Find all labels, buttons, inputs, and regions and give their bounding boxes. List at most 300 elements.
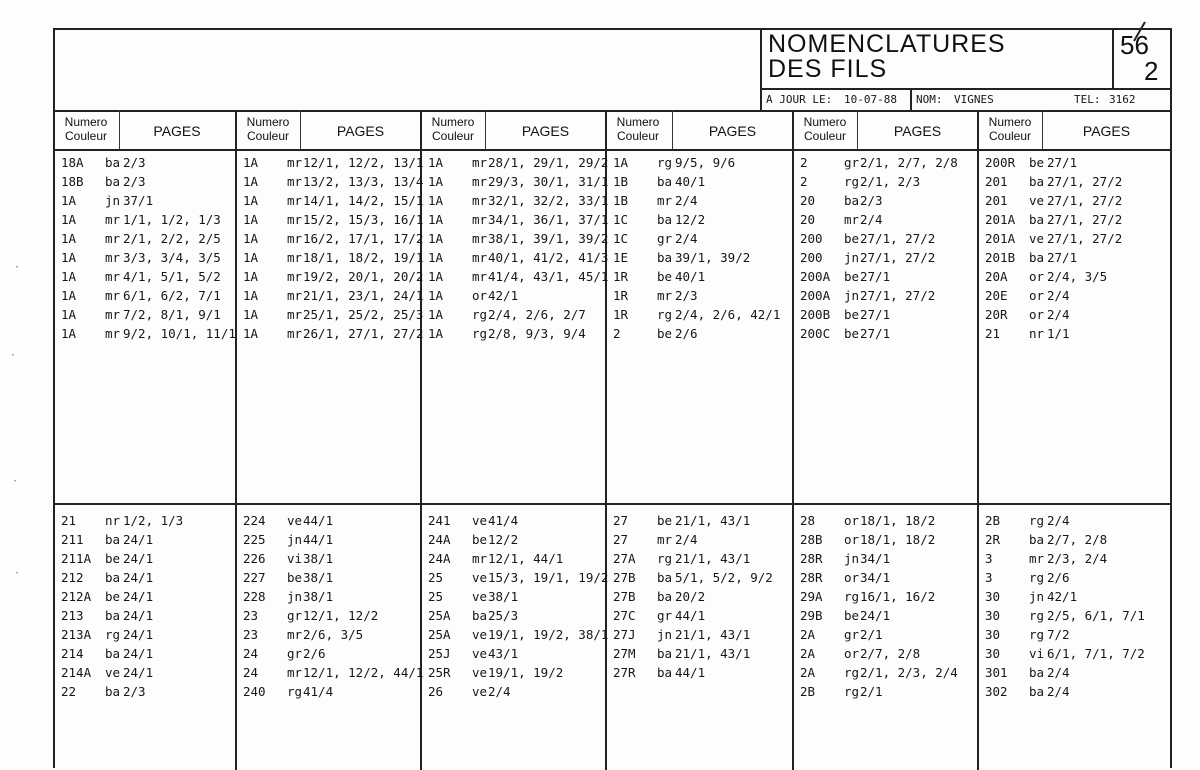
- column-header: [607, 112, 792, 150]
- wire-color: mr: [657, 288, 673, 303]
- wire-number: 30: [985, 608, 1001, 623]
- wire-number: 2B: [985, 513, 1001, 528]
- wire-number: 1A: [428, 231, 444, 246]
- wire-number: 301: [985, 665, 1008, 680]
- wire-pages: 27/1: [860, 269, 891, 284]
- header-numero-couleur: Numero Couleur: [246, 115, 290, 143]
- wire-pages: 21/1, 23/1, 24/1: [303, 288, 424, 303]
- header-numero-couleur: Numero Couleur: [64, 115, 108, 143]
- wire-number: 2A: [800, 665, 816, 680]
- wire-pages: 19/1, 19/2: [488, 665, 564, 680]
- wire-pages: 2/6: [303, 646, 326, 661]
- wire-pages: 27/1, 27/2: [1047, 212, 1123, 227]
- wire-pages: 29/3, 30/1, 31/1: [488, 174, 609, 189]
- wire-number: 27J: [613, 627, 636, 642]
- wire-color: mr: [287, 288, 303, 303]
- wire-pages: 25/1, 25/2, 25/3: [303, 307, 424, 322]
- wire-color: vi: [287, 551, 303, 566]
- wire-number: 1A: [243, 231, 259, 246]
- wire-pages: 2/1, 2/3: [860, 174, 921, 189]
- wire-number: 200B: [800, 307, 831, 322]
- wire-color: jn: [287, 589, 303, 604]
- wire-number: 28B: [800, 532, 823, 547]
- wire-color: mr: [472, 212, 488, 227]
- wire-color: ba: [105, 608, 121, 623]
- wire-color: gr: [657, 231, 673, 246]
- wire-pages: 21/1, 43/1: [675, 646, 751, 661]
- wire-color: mr: [1029, 551, 1045, 566]
- wire-color: ba: [105, 532, 121, 547]
- wire-color: rg: [844, 684, 860, 699]
- wire-pages: 27/1, 27/2: [860, 231, 936, 246]
- wire-color: rg: [472, 326, 488, 341]
- wire-pages: 16/2, 17/1, 17/2: [303, 231, 424, 246]
- wire-pages: 2/1: [860, 684, 883, 699]
- wire-pages: 12/1, 12/2: [303, 608, 379, 623]
- wire-color: ve: [287, 513, 303, 528]
- tel-value: 3162: [1109, 93, 1136, 106]
- wire-number: 23: [243, 627, 259, 642]
- wire-pages: 13/2, 13/3, 13/4: [303, 174, 424, 189]
- info-separator: [910, 90, 912, 110]
- wire-number: 22: [61, 684, 77, 699]
- wire-number: 1A: [613, 155, 629, 170]
- wire-number: 27B: [613, 570, 636, 585]
- wire-pages: 2/3: [860, 193, 883, 208]
- wire-number: 1A: [243, 212, 259, 227]
- wire-color: mr: [105, 269, 121, 284]
- column-divider: [792, 110, 794, 770]
- wire-number: 1A: [428, 288, 444, 303]
- wire-color: rg: [1029, 513, 1045, 528]
- wire-pages: 25/3: [488, 608, 519, 623]
- wire-pages: 21/1, 43/1: [675, 551, 751, 566]
- wire-color: mr: [105, 288, 121, 303]
- wire-color: be: [105, 551, 121, 566]
- wire-number: 2B: [800, 684, 816, 699]
- wire-pages: 42/1: [1047, 589, 1078, 604]
- wire-number: 18A: [61, 155, 84, 170]
- wire-color: ba: [657, 570, 673, 585]
- wire-pages: 12/2: [488, 532, 519, 547]
- wire-number: 1A: [61, 231, 77, 246]
- wire-pages: 2/4: [1047, 665, 1070, 680]
- wire-color: rg: [105, 627, 121, 642]
- wire-color: be: [472, 532, 488, 547]
- wire-pages: 27/1, 27/2: [1047, 231, 1123, 246]
- wire-number: 2: [800, 174, 808, 189]
- wire-number: 302: [985, 684, 1008, 699]
- wire-number: 24A: [428, 551, 451, 566]
- wire-pages: 2/3: [123, 174, 146, 189]
- wire-color: mr: [105, 307, 121, 322]
- column-header: [55, 112, 235, 150]
- wire-color: ba: [657, 212, 673, 227]
- wire-number: 2: [800, 155, 808, 170]
- wire-pages: 2/4, 3/5: [1047, 269, 1108, 284]
- wire-number: 211: [61, 532, 84, 547]
- wire-color: or: [844, 513, 860, 528]
- wire-pages: 44/1: [303, 513, 334, 528]
- wire-pages: 38/1: [303, 589, 334, 604]
- wire-pages: 2/4: [1047, 307, 1070, 322]
- update-date: 10-07-88: [844, 93, 897, 106]
- wire-color: gr: [657, 608, 673, 623]
- wire-pages: 24/1: [123, 665, 154, 680]
- wire-number: 1R: [613, 288, 629, 303]
- wire-number: 200: [800, 231, 823, 246]
- wire-color: rg: [472, 307, 488, 322]
- wire-color: mr: [287, 326, 303, 341]
- wire-pages: 15/3, 19/1, 19/2: [488, 570, 609, 585]
- wire-color: rg: [657, 551, 673, 566]
- wire-number: 20: [800, 193, 816, 208]
- wire-number: 25: [428, 570, 444, 585]
- wire-number: 2: [613, 326, 621, 341]
- header-pages: PAGES: [336, 123, 385, 139]
- wire-number: 1A: [428, 307, 444, 322]
- wire-number: 1A: [243, 307, 259, 322]
- wire-number: 224: [243, 513, 266, 528]
- wire-number: 29A: [800, 589, 823, 604]
- wire-color: mr: [287, 665, 303, 680]
- wire-number: 27C: [613, 608, 636, 623]
- wire-pages: 18/1, 18/2: [860, 532, 936, 547]
- wire-pages: 38/1: [303, 570, 334, 585]
- wire-pages: 6/1, 6/2, 7/1: [123, 288, 221, 303]
- wire-number: 228: [243, 589, 266, 604]
- wire-color: mr: [844, 212, 860, 227]
- wire-pages: 2/7, 2/8: [860, 646, 921, 661]
- wire-number: 18B: [61, 174, 84, 189]
- wire-color: be: [657, 326, 673, 341]
- wire-pages: 38/1, 39/1, 39/2: [488, 231, 609, 246]
- margin-mark: ·: [10, 350, 17, 361]
- wire-color: mr: [105, 326, 121, 341]
- wire-pages: 41/4: [488, 513, 519, 528]
- wire-number: 28R: [800, 570, 823, 585]
- wire-number: 30: [985, 646, 1001, 661]
- wire-pages: 2/1, 2/7, 2/8: [860, 155, 958, 170]
- wire-number: 201: [985, 174, 1008, 189]
- wire-color: mr: [287, 193, 303, 208]
- wire-color: or: [1029, 307, 1045, 322]
- header-pages: PAGES: [708, 123, 757, 139]
- wire-pages: 19/1, 19/2, 38/1: [488, 627, 609, 642]
- wire-pages: 34/1: [860, 551, 891, 566]
- header-numero-couleur: Numero Couleur: [431, 115, 475, 143]
- wire-color: mr: [287, 174, 303, 189]
- wire-pages: 2/4: [675, 231, 698, 246]
- tel-label: TEL:: [1074, 93, 1101, 106]
- wire-color: jn: [844, 288, 860, 303]
- wire-pages: 2/4, 2/6, 42/1: [675, 307, 781, 322]
- wire-pages: 12/2: [675, 212, 706, 227]
- wire-color: or: [844, 532, 860, 547]
- margin-mark: ·: [14, 568, 21, 579]
- wire-color: gr: [844, 627, 860, 642]
- wire-number: 1A: [61, 212, 77, 227]
- wire-number: 1A: [61, 193, 77, 208]
- wire-color: nr: [105, 513, 121, 528]
- wire-number: 1A: [243, 326, 259, 341]
- wire-color: rg: [1029, 627, 1045, 642]
- wire-pages: 18/1, 18/2, 19/1: [303, 250, 424, 265]
- wire-pages: 6/1, 7/1, 7/2: [1047, 646, 1145, 661]
- wire-number: 2R: [985, 532, 1001, 547]
- wire-color: ve: [472, 627, 488, 642]
- wire-number: 212: [61, 570, 84, 585]
- wire-pages: 20/2: [675, 589, 706, 604]
- header-numero-couleur: Numero Couleur: [988, 115, 1032, 143]
- wire-pages: 12/1, 12/2, 44/1: [303, 665, 424, 680]
- wire-color: be: [844, 326, 860, 341]
- wire-pages: 34/1, 36/1, 37/1: [488, 212, 609, 227]
- column-header: [422, 112, 605, 150]
- wire-pages: 9/2, 10/1, 11/1: [123, 326, 236, 341]
- wire-pages: 34/1: [860, 570, 891, 585]
- wire-pages: 38/1: [303, 551, 334, 566]
- wire-number: 25A: [428, 627, 451, 642]
- wire-color: mr: [105, 231, 121, 246]
- wire-pages: 2/8, 9/3, 9/4: [488, 326, 586, 341]
- wire-pages: 2/1, 2/3, 2/4: [860, 665, 958, 680]
- wire-pages: 18/1, 18/2: [860, 513, 936, 528]
- wire-pages: 27/1: [1047, 155, 1078, 170]
- wire-color: ba: [657, 646, 673, 661]
- wire-pages: 2/4: [1047, 513, 1070, 528]
- wire-number: 200A: [800, 269, 831, 284]
- wire-color: be: [844, 307, 860, 322]
- wire-color: nr: [1029, 326, 1045, 341]
- wire-color: mr: [472, 193, 488, 208]
- wire-number: 21: [985, 326, 1001, 341]
- header-pages: PAGES: [1082, 123, 1131, 139]
- wire-number: 1A: [61, 250, 77, 265]
- wire-color: ve: [472, 570, 488, 585]
- header-pages: PAGES: [521, 123, 570, 139]
- wire-pages: 12/1, 44/1: [488, 551, 564, 566]
- wire-pages: 28/1, 29/1, 29/2: [488, 155, 609, 170]
- wire-number: 1A: [428, 326, 444, 341]
- margin-mark: ·: [14, 262, 21, 273]
- wire-pages: 21/1, 43/1: [675, 513, 751, 528]
- wire-color: ve: [472, 665, 488, 680]
- wire-number: 201A: [985, 212, 1016, 227]
- wire-pages: 1/1: [1047, 326, 1070, 341]
- wire-pages: 2/4: [860, 212, 883, 227]
- wire-number: 30: [985, 589, 1001, 604]
- wire-number: 20R: [985, 307, 1008, 322]
- wire-color: vi: [1029, 646, 1045, 661]
- info-row: [762, 90, 1172, 110]
- wire-color: mr: [472, 250, 488, 265]
- wire-color: be: [105, 589, 121, 604]
- wire-color: or: [472, 288, 488, 303]
- wire-pages: 24/1: [123, 532, 154, 547]
- wire-color: ba: [1029, 665, 1045, 680]
- wire-number: 200C: [800, 326, 831, 341]
- wire-color: ba: [472, 608, 488, 623]
- header-numero-couleur: Numero Couleur: [616, 115, 660, 143]
- wire-number: 1E: [613, 250, 629, 265]
- wire-pages: 24/1: [860, 608, 891, 623]
- wire-number: 26: [428, 684, 444, 699]
- wire-number: 28: [800, 513, 816, 528]
- title-block: [760, 30, 1172, 110]
- wire-color: mr: [105, 212, 121, 227]
- wire-pages: 2/4: [675, 193, 698, 208]
- wire-pages: 27/1, 27/2: [1047, 193, 1123, 208]
- wire-pages: 44/1: [303, 532, 334, 547]
- wire-number: 213A: [61, 627, 92, 642]
- wire-color: or: [1029, 288, 1045, 303]
- update-label: A JOUR LE:: [766, 93, 833, 106]
- wire-pages: 2/4, 2/6, 2/7: [488, 307, 586, 322]
- wire-number: 1A: [243, 288, 259, 303]
- wire-number: 27R: [613, 665, 636, 680]
- wire-color: jn: [844, 250, 860, 265]
- wire-pages: 14/1, 14/2, 15/1: [303, 193, 424, 208]
- wire-color: jn: [844, 551, 860, 566]
- wire-pages: 2/7, 2/8: [1047, 532, 1108, 547]
- wire-number: 1A: [428, 174, 444, 189]
- wire-number: 1R: [613, 269, 629, 284]
- wire-color: rg: [844, 174, 860, 189]
- wire-pages: 37/1: [123, 193, 154, 208]
- wire-number: 25: [428, 589, 444, 604]
- wire-color: gr: [844, 155, 860, 170]
- wire-color: be: [657, 513, 673, 528]
- wire-color: ve: [472, 589, 488, 604]
- wire-pages: 41/4, 43/1, 45/1: [488, 269, 609, 284]
- wire-number: 25A: [428, 608, 451, 623]
- page-sub-number: 2: [1144, 56, 1159, 86]
- column-header: [979, 112, 1170, 150]
- wire-color: or: [1029, 269, 1045, 284]
- wire-color: rg: [657, 155, 673, 170]
- wire-color: be: [657, 269, 673, 284]
- wire-number: 1B: [613, 174, 629, 189]
- wire-pages: 4/1, 5/1, 5/2: [123, 269, 221, 284]
- wire-color: jn: [287, 532, 303, 547]
- wire-color: mr: [287, 307, 303, 322]
- wire-color: gr: [287, 646, 303, 661]
- wire-number: 3: [985, 551, 993, 566]
- wire-color: rg: [1029, 608, 1045, 623]
- wire-color: ve: [472, 646, 488, 661]
- wire-color: mr: [287, 155, 303, 170]
- wire-pages: 24/1: [123, 646, 154, 661]
- wire-pages: 24/1: [123, 551, 154, 566]
- wire-pages: 21/1, 43/1: [675, 627, 751, 642]
- wire-pages: 24/1: [123, 608, 154, 623]
- wire-pages: 9/5, 9/6: [675, 155, 736, 170]
- wire-pages: 40/1, 41/2, 41/3: [488, 250, 609, 265]
- wire-color: mr: [287, 250, 303, 265]
- header-pages: PAGES: [893, 123, 942, 139]
- wire-pages: 7/2, 8/1, 9/1: [123, 307, 221, 322]
- wire-number: 214: [61, 646, 84, 661]
- column-header: [794, 112, 977, 150]
- wire-color: be: [844, 608, 860, 623]
- wire-color: ba: [105, 155, 121, 170]
- column-divider: [977, 110, 979, 770]
- wire-pages: 27/1: [860, 326, 891, 341]
- wire-number: 20: [800, 212, 816, 227]
- wire-color: ba: [105, 646, 121, 661]
- margin-mark: ·: [12, 476, 19, 487]
- wire-number: 3: [985, 570, 993, 585]
- wire-pages: 24/1: [123, 627, 154, 642]
- wire-pages: 44/1: [675, 608, 706, 623]
- wire-color: be: [1029, 155, 1045, 170]
- wire-number: 200R: [985, 155, 1016, 170]
- wire-color: ve: [472, 684, 488, 699]
- wire-number: 27M: [613, 646, 636, 661]
- wire-number: 1A: [243, 155, 259, 170]
- wire-number: 1A: [428, 269, 444, 284]
- wire-number: 227: [243, 570, 266, 585]
- wire-number: 23: [243, 608, 259, 623]
- wire-color: mr: [472, 269, 488, 284]
- wire-number: 1A: [428, 193, 444, 208]
- wire-number: 1A: [243, 269, 259, 284]
- page-number-box: [1112, 30, 1174, 88]
- wire-number: 24A: [428, 532, 451, 547]
- wire-color: jn: [105, 193, 121, 208]
- wire-pages: 2/3: [123, 684, 146, 699]
- wire-pages: 24/1: [123, 589, 154, 604]
- wire-pages: 19/2, 20/1, 20/2: [303, 269, 424, 284]
- wire-pages: 15/2, 15/3, 16/1: [303, 212, 424, 227]
- wire-pages: 2/3: [123, 155, 146, 170]
- wire-pages: 16/1, 16/2: [860, 589, 936, 604]
- wire-color: mr: [287, 212, 303, 227]
- wire-number: 27: [613, 513, 629, 528]
- wire-number: 212A: [61, 589, 92, 604]
- wire-pages: 40/1: [675, 269, 706, 284]
- wire-number: 214A: [61, 665, 92, 680]
- wire-number: 1A: [243, 174, 259, 189]
- wire-pages: 42/1: [488, 288, 519, 303]
- wire-pages: 2/4: [1047, 288, 1070, 303]
- wire-pages: 2/3: [675, 288, 698, 303]
- wire-number: 29B: [800, 608, 823, 623]
- wire-color: ve: [472, 513, 488, 528]
- wire-color: mr: [472, 231, 488, 246]
- wire-color: ba: [657, 665, 673, 680]
- wire-number: 20A: [985, 269, 1008, 284]
- wire-pages: 5/1, 5/2, 9/2: [675, 570, 773, 585]
- wire-pages: 40/1: [675, 174, 706, 189]
- wire-pages: 39/1, 39/2: [675, 250, 751, 265]
- wire-pages: 2/3, 2/4: [1047, 551, 1108, 566]
- wire-pages: 2/6, 3/5: [303, 627, 364, 642]
- wire-number: 1R: [613, 307, 629, 322]
- wire-color: or: [844, 646, 860, 661]
- wire-pages: 1/1, 1/2, 1/3: [123, 212, 221, 227]
- wire-color: mr: [287, 231, 303, 246]
- wire-color: jn: [657, 627, 673, 642]
- wire-number: 21: [61, 513, 77, 528]
- wire-color: be: [287, 570, 303, 585]
- header-pages: PAGES: [153, 123, 201, 139]
- wire-color: ba: [657, 589, 673, 604]
- wire-number: 201: [985, 193, 1008, 208]
- wire-number: 27B: [613, 589, 636, 604]
- wire-pages: 32/1, 32/2, 33/1: [488, 193, 609, 208]
